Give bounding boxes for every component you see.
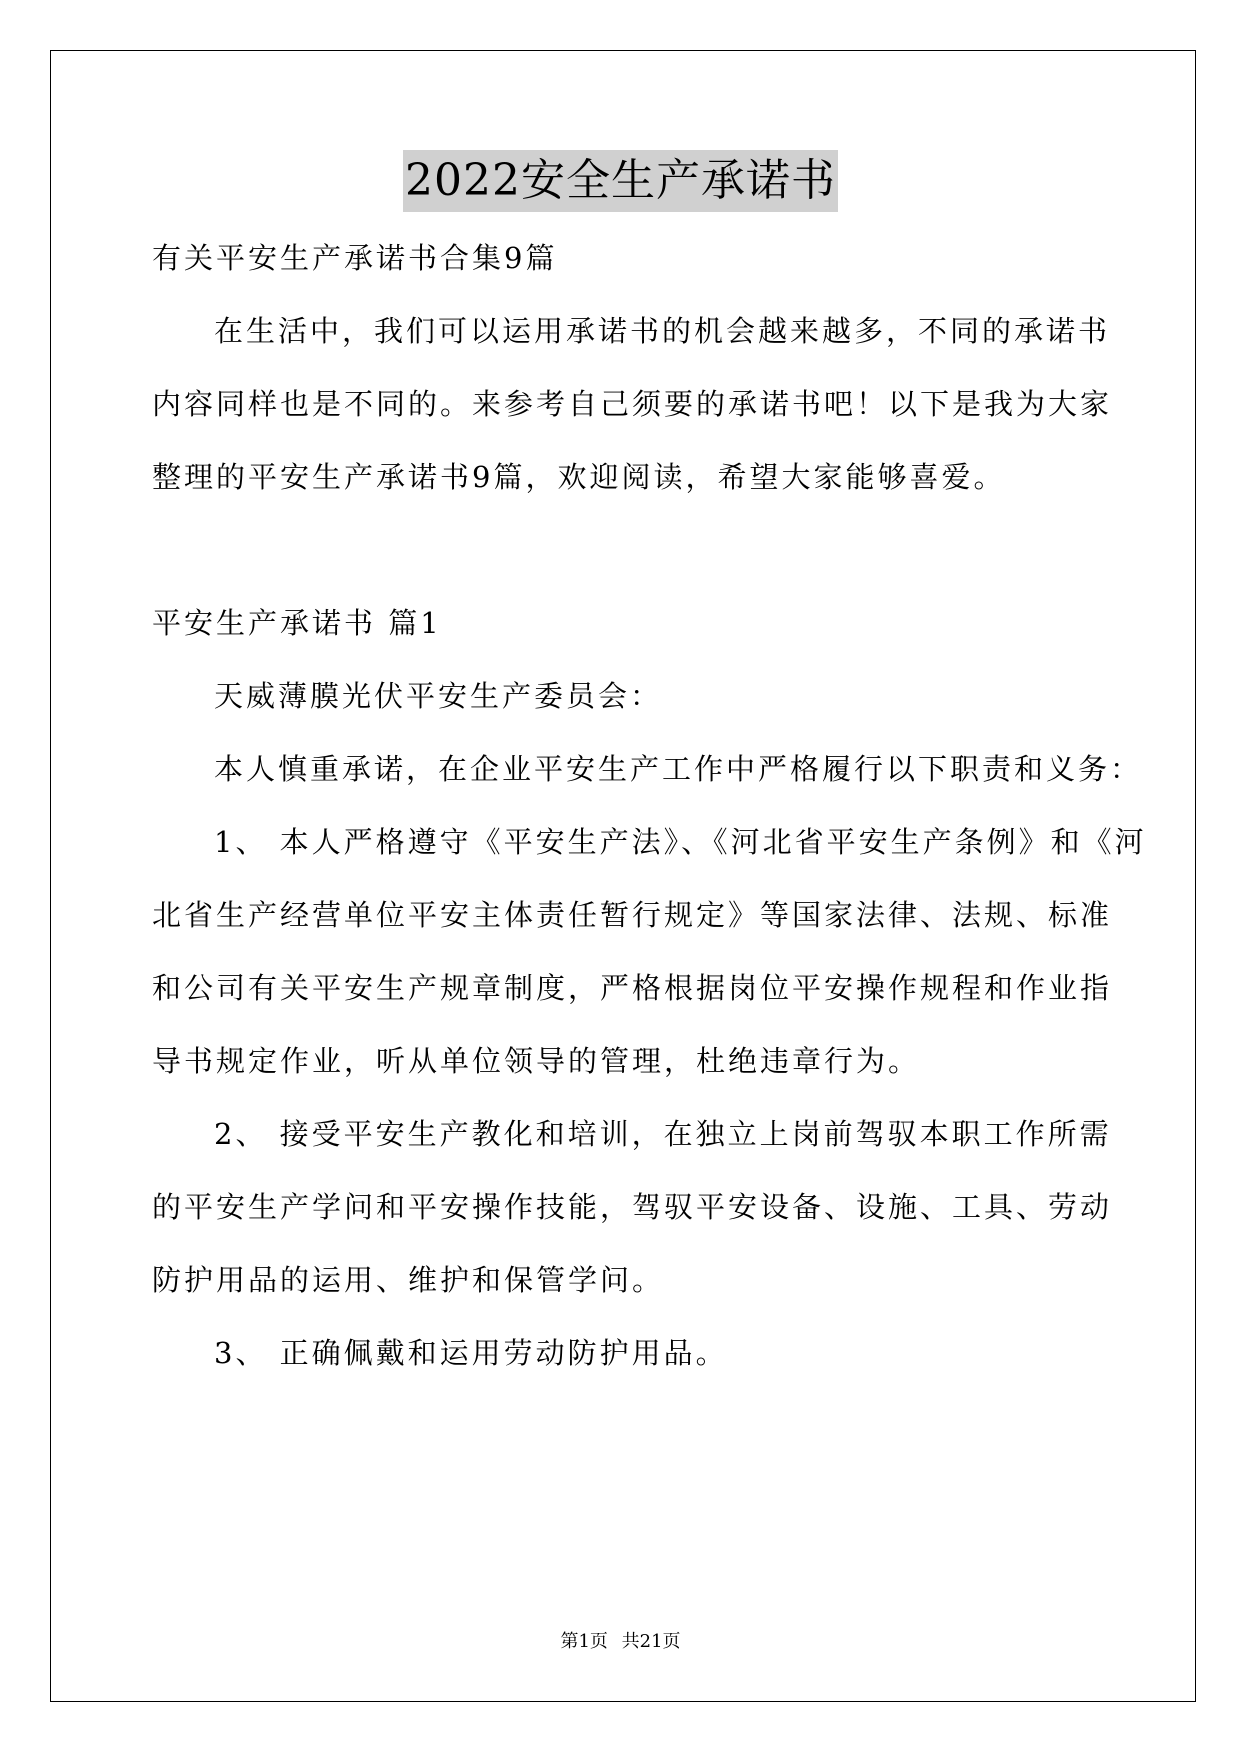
- page-number-current: 第1页: [560, 1631, 608, 1652]
- intro-line-3: 整理的平安生产承诺书9篇，欢迎阅读，希望大家能够喜爱。: [152, 460, 1006, 494]
- page-footer: [0, 1630, 1241, 1654]
- section-heading: 平安生产承诺书 篇1: [152, 606, 442, 640]
- document-title: 2022安全生产承诺书: [403, 150, 838, 212]
- title-container: [0, 150, 1241, 212]
- salutation: 天威薄膜光伏平安生产委员会：: [214, 679, 663, 713]
- document-subtitle: 有关平安生产承诺书合集9篇: [152, 241, 558, 275]
- item1-line-1: 1、 本人严格遵守《平安生产法》、《河北省平安生产条例》和《河: [214, 825, 1147, 859]
- item1-line-2: 北省生产经营单位平安主体责任暂行规定》等国家法律、法规、标准: [152, 898, 1113, 932]
- intro-line-2: 内容同样也是不同的。来参考自己须要的承诺书吧！以下是我为大家: [152, 387, 1113, 421]
- item1-line-3: 和公司有关平安生产规章制度，严格根据岗位平安操作规程和作业指: [152, 971, 1113, 1005]
- item2-line-1: 2、 接受平安生产教化和培训，在独立上岗前驾驭本职工作所需: [214, 1117, 1112, 1151]
- item2-line-2: 的平安生产学问和平安操作技能，驾驭平安设备、设施、工具、劳动: [152, 1190, 1113, 1224]
- item3-line: 3、 正确佩戴和运用劳动防护用品。: [214, 1336, 728, 1370]
- promise-intro: 本人慎重承诺，在企业平安生产工作中严格履行以下职责和义务：: [214, 752, 1143, 786]
- intro-line-1: 在生活中，我们可以运用承诺书的机会越来越多，不同的承诺书: [214, 314, 1111, 348]
- item1-line-4: 导书规定作业，听从单位领导的管理，杜绝违章行为。: [152, 1044, 921, 1078]
- page-number-total: 共21页: [621, 1631, 681, 1652]
- item2-line-3: 防护用品的运用、维护和保管学问。: [152, 1263, 665, 1297]
- page-border: [50, 50, 1196, 1702]
